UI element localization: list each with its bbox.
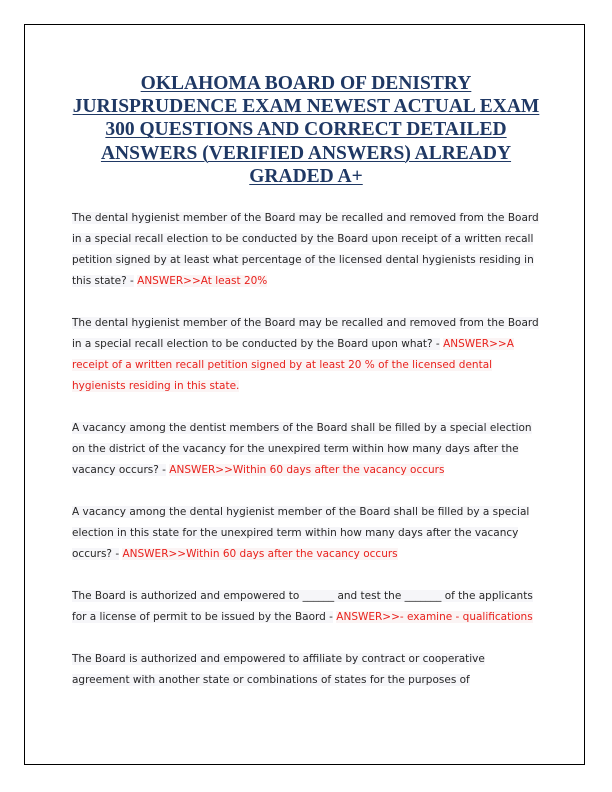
document-title: OKLAHOMA BOARD OF DENISTRY JURISPRUDENCE EXAM NEWEST ACTUAL EXAM 300 QUESTIONS AND CORRECT DETAILED ANSWERS (VERIFIED ANSWERS) ALREADY GRADED A+	[72, 73, 540, 187]
qa-item	[72, 649, 542, 691]
qa-item	[72, 586, 542, 628]
qa-item	[72, 208, 542, 292]
question-text: A vacancy among the dentist members of the Board shall be filled by a special election on the district of the vacancy for the unexpired term within how many days after the vacancy occurs? -	[72, 422, 532, 476]
qa-item	[72, 418, 542, 481]
answer-text: ANSWER>>Within 60 days after the vacancy occurs	[122, 548, 398, 560]
answer-text: ANSWER>>At least 20%	[137, 275, 268, 287]
answer-text: ANSWER>>Within 60 days after the vacancy occurs	[169, 464, 445, 476]
qa-list	[72, 208, 542, 712]
question-text: The Board is authorized and empowered to ______ and test the _______ of the applicants for a license of permit to be issued by the Baord -	[72, 590, 533, 623]
answer-text: ANSWER>>- examine - qualifications	[336, 611, 533, 623]
answer-text: ANSWER>>A receipt of a written recall petition signed by at least 20 % of the licensed dental hygienists residing in this state.	[72, 338, 514, 392]
question-text: The dental hygienist member of the Board may be recalled and removed from the Board in a special recall election to be conducted by the Board upon receipt of a written recall petition signed by at least what percentage of the licensed dental hygienists residing in this state? -	[72, 212, 539, 287]
question-text: The Board is authorized and empowered to affiliate by contract or cooperative agreement with another state or combinations of states for the purposes of	[72, 653, 485, 686]
question-text: A vacancy among the dental hygienist member of the Board shall be filled by a special election in this state for the unexpired term within how many days after the vacancy occurs? -	[72, 506, 530, 560]
question-text: The dental hygienist member of the Board may be recalled and removed from the Board in a special recall election to be conducted by the Board upon what? -	[72, 317, 539, 350]
qa-item	[72, 313, 542, 397]
qa-item	[72, 502, 542, 565]
